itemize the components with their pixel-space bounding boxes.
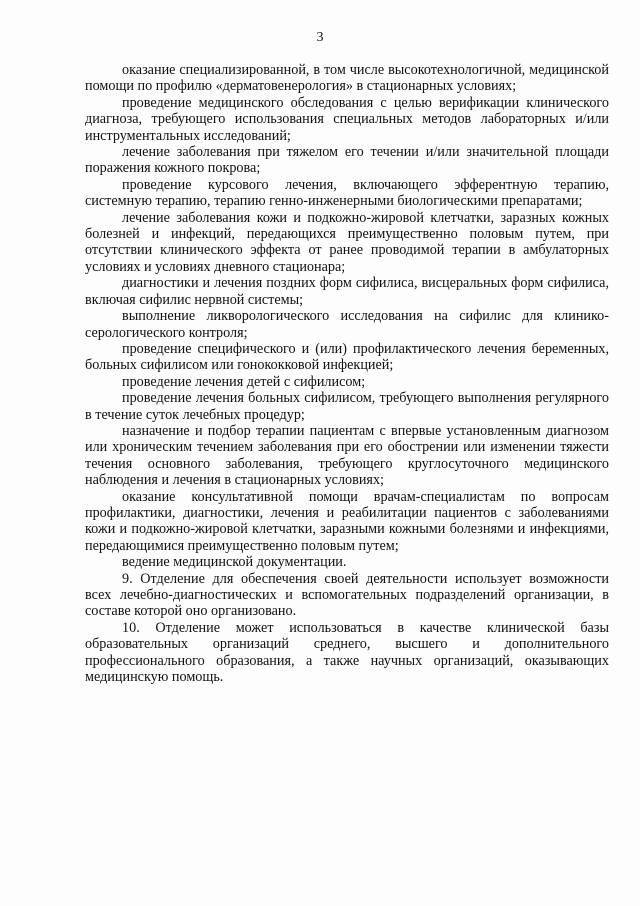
paragraph: лечение заболевания кожи и подкожно-жировой клетчатки, заразных кожных болезней и инфекций, передающихся преимущественно половым путем, при отсутствии клинического эффекта от ранее проводимой терапии в амбулаторных условиях и условиях дневного стационара; [85,209,609,275]
paragraph-item-9: 9. Отделение для обеспечения своей деятельности использует возможности всех лечебно-диагностических и вспомогательных подразделений организации, в составе которой оно организовано. [85,570,609,620]
paragraph: назначение и подбор терапии пациентам с впервые установленным диагнозом или хроническим течением заболевания при его обострении или изменении тяжести течения основного заболевания, требующего круглосуточного медицинского наблюдения и лечения в стационарных условиях; [85,422,609,489]
paragraph: диагностики и лечения поздних форм сифилиса, висцеральных форм сифилиса, включая сифилис нервной системы; [85,275,609,308]
page-number: 3 [316,30,324,45]
paragraph: ведение медицинской документации. [122,554,347,571]
document-body [85,62,609,685]
paragraph: проведение лечения детей с сифилисом; [122,373,366,390]
paragraph: лечение заболевания при тяжелом его течении и/или значительной площади поражения кожного покрова; [85,144,609,177]
paragraph: проведение лечения больных сифилисом, требующего выполнения регулярного в течение суток лечебных процедур; [85,390,609,423]
paragraph: проведение курсового лечения, включающего эфферентную терапию, системную терапию, терапию генно-инженерными биологическими препаратами; [85,176,609,210]
paragraph: проведение специфического и (или) профилактического лечения беременных, больных сифилисом или гонококковой инфекцией; [85,340,609,374]
paragraph: оказание специализированной, в том числе высокотехнологичной, медицинской помощи по профилю «дерматовенерология» в стационарных условиях; [85,62,609,95]
paragraph: проведение медицинского обследования с целью верификации клинического диагноза, требующего использования специальных методов лабораторных и/или инструментальных исследований; [85,94,609,144]
paragraph: оказание консультативной помощи врачам-специалистам по вопросам профилактики, диагностики, лечения и реабилитации пациентов с заболеваниями кожи и подкожно-жировой клетчатки, заразными кожными болезнями и инфекциями, передающимися преимущественно половым путем; [85,488,609,554]
paragraph-item-10: 10. Отделение может использоваться в качестве клинической базы образовательных организаций среднего, высшего и дополнительного профессионального образования, а также научных организаций, оказывающих медицинскую помощь. [85,619,609,686]
paragraph: выполнение ликворологического исследования на сифилис для клинико-серологического контроля; [85,308,609,341]
